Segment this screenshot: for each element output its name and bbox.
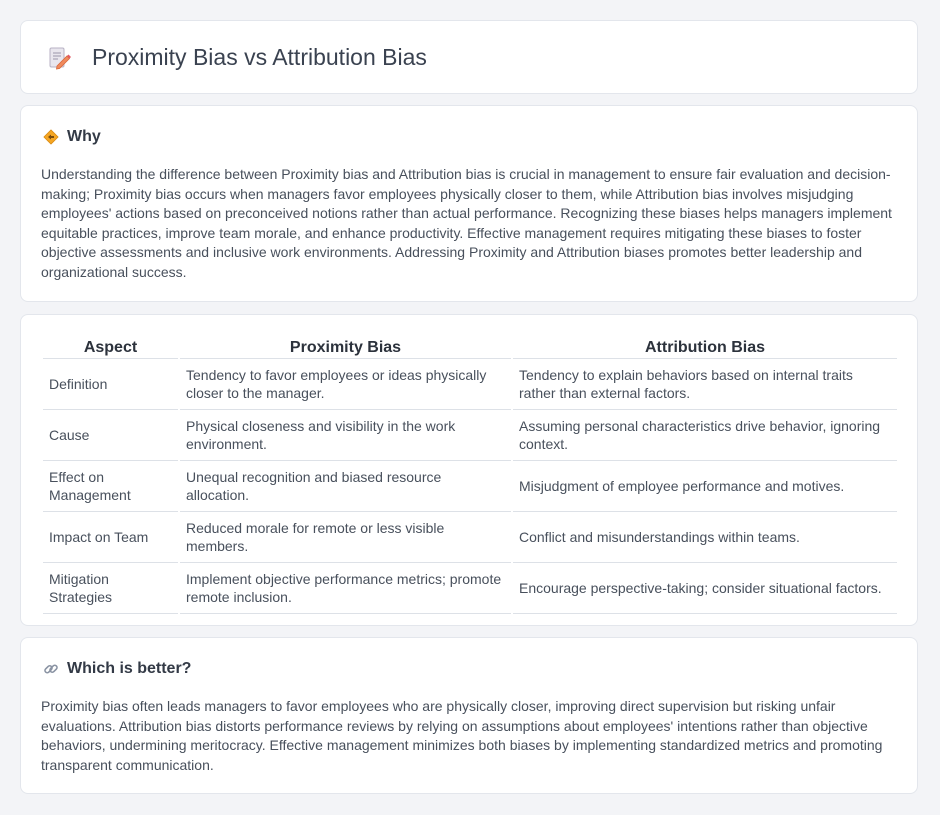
attribution-cell: Assuming personal characteristics drive behavior, ignoring context. <box>513 410 897 461</box>
table-row <box>43 461 897 512</box>
column-header-proximity-bias: Proximity Bias <box>180 337 511 359</box>
why-heading: Why <box>67 128 101 145</box>
diamond-arrows-icon <box>43 129 59 145</box>
proximity-cell: Tendency to favor employees or ideas physically closer to the manager. <box>180 359 511 410</box>
comparison-table <box>41 337 899 614</box>
title-card <box>20 20 918 94</box>
aspect-cell: Effect on Management <box>43 461 178 512</box>
document-edit-icon <box>47 46 71 70</box>
better-text: Proximity bias often leads managers to favor employees who are physically closer, improving direct supervision but risking unfair evaluations. Attribution bias distorts performance reviews by relying on assumptions about employees' intentions rather than objective behaviors, undermining meritocracy. Effective management minimizes both biases by implementing standardized metrics and promoting transparent communication. <box>41 698 883 773</box>
table-row <box>43 359 897 410</box>
attribution-cell: Tendency to explain behaviors based on internal traits rather than external factors. <box>513 359 897 410</box>
column-header-attribution-bias: Attribution Bias <box>513 337 897 359</box>
why-section <box>20 105 918 302</box>
which-is-better-section <box>20 637 918 794</box>
aspect-cell: Cause <box>43 410 178 461</box>
attribution-cell: Encourage perspective-taking; consider situational factors. <box>513 563 897 614</box>
table-row <box>43 563 897 614</box>
why-text: Understanding the difference between Proximity bias and Attribution bias is crucial in management to ensure fair evaluation and decision-making; Proximity bias occurs when managers favor employees physically closer to them, while Attribution bias involves misjudging employees' actions based on preconceived notions rather than actual performance. Recognizing these biases helps managers implement equitable practices, improve team morale, and enhance productivity. Effective management requires mitigating these biases to foster objective assessments and inclusive work environments. Addressing Proximity and Attribution biases promotes better leadership and organizational success. <box>41 166 892 280</box>
column-header-aspect: Aspect <box>43 337 178 359</box>
aspect-cell: Mitigation Strategies <box>43 563 178 614</box>
attribution-cell: Conflict and misunderstandings within teams. <box>513 512 897 563</box>
table-row <box>43 512 897 563</box>
table-row <box>43 410 897 461</box>
proximity-cell: Implement objective performance metrics; promote remote inclusion. <box>180 563 511 614</box>
aspect-cell: Impact on Team <box>43 512 178 563</box>
link-icon <box>43 661 59 677</box>
attribution-cell: Misjudgment of employee performance and motives. <box>513 461 897 512</box>
table-header-row <box>43 337 897 359</box>
proximity-cell: Unequal recognition and biased resource allocation. <box>180 461 511 512</box>
comparison-section <box>20 314 918 626</box>
better-heading: Which is better? <box>67 660 192 677</box>
aspect-cell: Definition <box>43 359 178 410</box>
proximity-cell: Physical closeness and visibility in the work environment. <box>180 410 511 461</box>
page-title: Proximity Bias vs Attribution Bias <box>92 44 427 70</box>
proximity-cell: Reduced morale for remote or less visible members. <box>180 512 511 563</box>
